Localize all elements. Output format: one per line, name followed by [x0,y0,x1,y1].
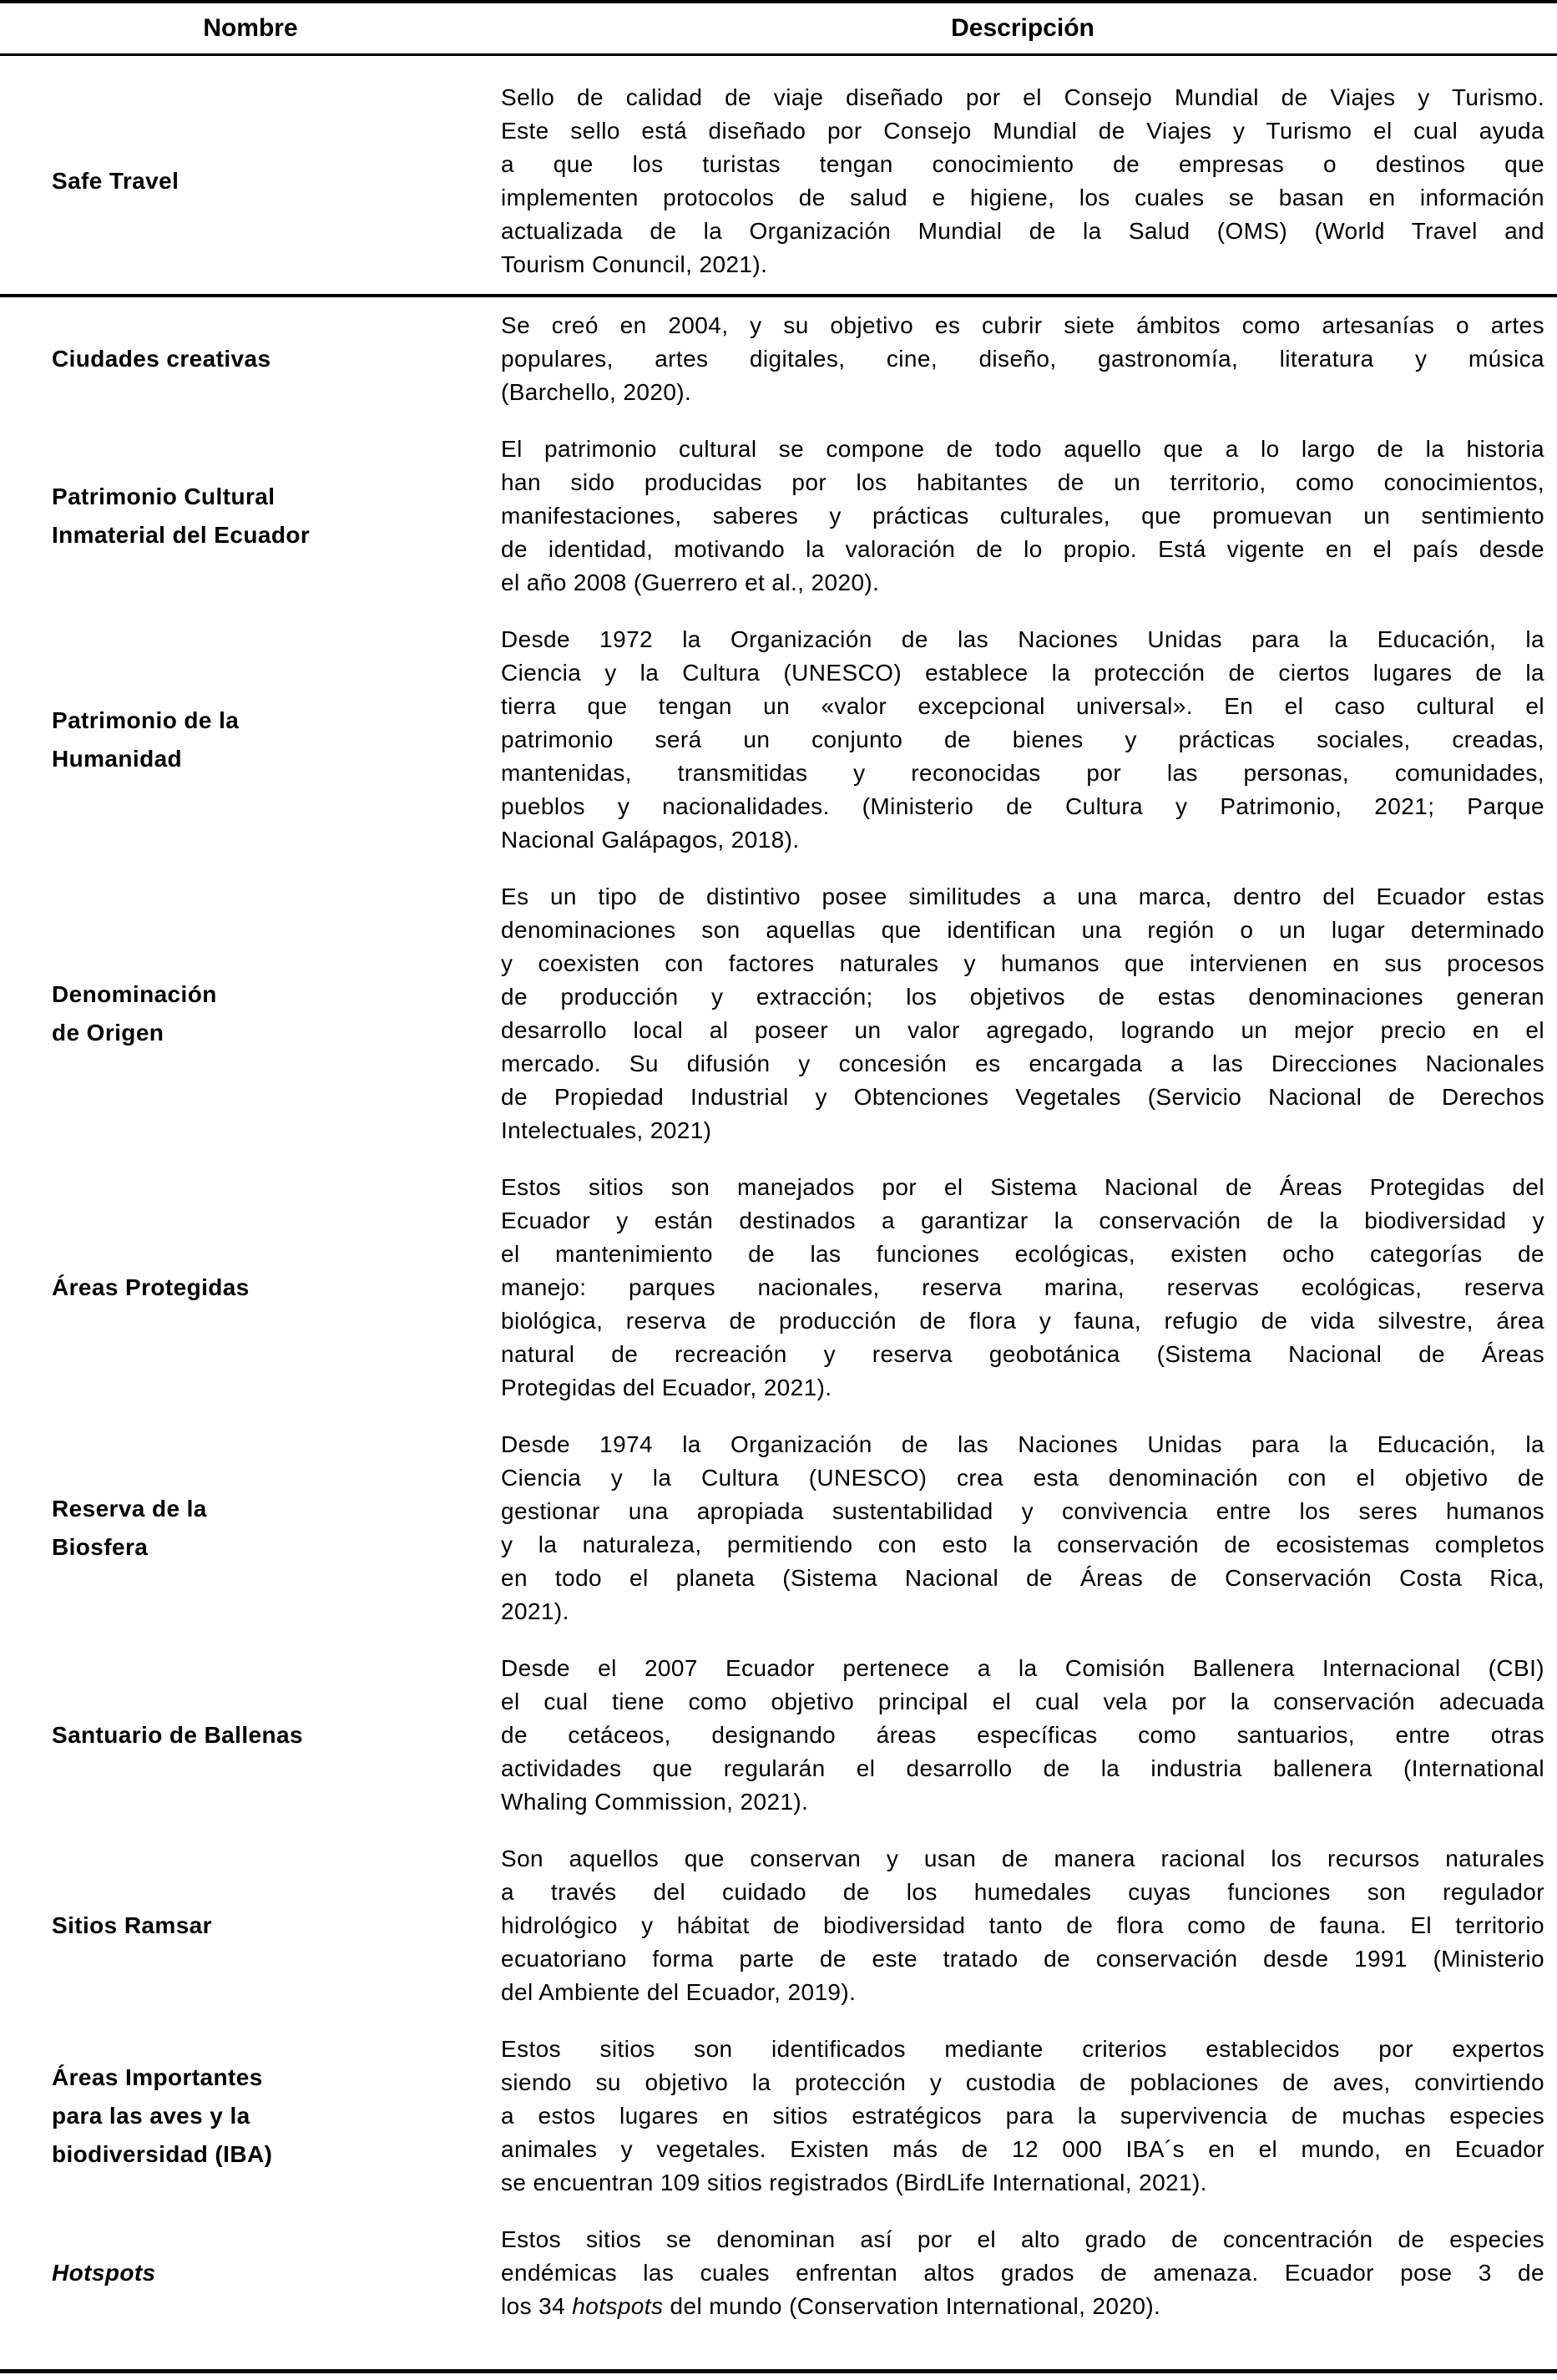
row-name-line: Biosfera [52,1534,149,1560]
desc-line: Desde 1974 la Organización de las Naciones Unidas para la Educación, la [501,1431,1544,1457]
row-name [0,1907,501,1945]
desc-line: Whaling Commission, 2021). [501,1789,809,1815]
desc-line: Protegidas del Ecuador, 2021). [501,1375,832,1400]
desc-line: natural de recreación y reserva geobotánica (Sistema Nacional de Áreas [501,1341,1544,1367]
table-row-sitios-ramsar [0,1831,1557,2021]
desc-line: Desde el 2007 Ecuador pertenece a la Comisión Ballenera Internacional (CBI) [501,1655,1544,1681]
row-name-line: Safe Travel [52,168,179,194]
table-bottom-border [0,2369,1557,2373]
desc-line: Ciencia y la Cultura (UNESCO) establece la protección de ciertos lugares de la [501,660,1544,686]
row-name [0,162,501,200]
desc-line-pre: los 34 [501,2293,573,2319]
desc-line: a estos lugares en sitios estratégicos para la supervivencia de muchas especies [501,2103,1544,2129]
desc-line: Desde 1972 la Organización de las Naciones Unidas para la Educación, la [501,626,1544,652]
desc-line: denominaciones son aquellas que identifican una región o un lugar determinado [501,917,1544,943]
table-row-patrimonio-humanidad [0,611,1557,868]
row-name-line: Reserva de la [52,1496,207,1522]
desc-line: el año 2008 (Guerrero et al., 2020). [501,570,880,595]
row-name-line: Santuario de Ballenas [52,1722,303,1748]
row-description [501,309,1557,409]
desc-line: hidrológico y hábitat de biodiversidad tanto de flora como de fauna. El territorio [501,1912,1544,1938]
desc-line: pueblos y nacionalidades. (Ministerio de Cultura y Patrimonio, 2021; Parque [501,793,1544,819]
row-name-line: Inmaterial del Ecuador [52,522,311,548]
row-name-line: Ciudades creativas [52,346,271,372]
desc-line: Se creó en 2004, y su objetivo es cubrir siete ámbitos como artesanías o artes [501,312,1544,338]
desc-line: en todo el planeta (Sistema Nacional de Áreas de Conservación Costa Rica, [501,1565,1544,1591]
row-name [0,2254,501,2292]
desc-line: y la naturaleza, permitiendo con esto la conservación de ecosistemas completos [501,1532,1544,1557]
desc-line: Estos sitios son identificados mediante criterios establecidos por expertos [501,2036,1544,2062]
column-header-descripcion: Descripción [951,14,1094,42]
desc-line: Ciencia y la Cultura (UNESCO) crea esta denominación con el objetivo de [501,1465,1544,1491]
row-name-line: Humanidad [52,746,183,772]
desc-line: actualizada de la Organización Mundial de la Salud (OMS) (World Travel and [501,218,1544,244]
desc-line: endémicas las cuales enfrentan altos grados de amenaza. Ecuador pose 3 de [501,2260,1544,2286]
desc-line: Ecuador y están destinados a garantizar la conservación de la biodiversidad y [501,1208,1544,1233]
table-row-hotspots [0,2211,1557,2335]
desc-line: a través del cuidado de los humedales cuyas funciones son regulador [501,1879,1544,1905]
row-name-line: Patrimonio Cultural [52,484,276,509]
row-name [0,1268,501,1307]
row-name-line: Áreas Importantes [52,2064,263,2090]
desc-line: de identidad, motivando la valoración de lo propio. Está vigente en el país desde [501,536,1544,562]
row-name-line: Hotspots [52,2260,156,2286]
row-name-line: Denominación [52,981,217,1007]
table-row-areas-importantes-iba [0,2021,1557,2211]
desc-line [501,2290,1544,2323]
row-name [0,1490,501,1567]
desc-line: implementen protocolos de salud e higiene, los cuales se basan en información [501,185,1544,210]
column-header-nombre: Nombre [203,14,298,42]
desc-line-post: del mundo (Conservation International, 2020). [663,2293,1161,2319]
desc-line: a que los turistas tengan conocimiento de empresas o destinos que [501,151,1544,177]
desc-line: Este sello está diseñado por Consejo Mundial de Viajes y Turismo el cual ayuda [501,118,1544,144]
desc-line: (Barchello, 2020). [501,379,692,405]
desc-line: El patrimonio cultural se compone de todo aquello que a lo largo de la historia [501,436,1544,462]
row-name-line: para las aves y la [52,2103,250,2129]
desc-line: Sello de calidad de viaje diseñado por el Consejo Mundial de Viajes y Turismo. [501,84,1544,110]
row-description [501,81,1557,281]
desc-line: Nacional Galápagos, 2018). [501,827,800,853]
desc-line: se encuentran 109 sitios registrados (BirdLife International, 2021). [501,2170,1207,2195]
table-row-safe-travel [0,56,1557,294]
row-name-line: Áreas Protegidas [52,1274,250,1300]
row-name [0,340,501,378]
desc-line: biológica, reserva de producción de flora y fauna, refugio de vida silvestre, área [501,1308,1544,1334]
desc-line: el cual tiene como objetivo principal el cual vela por la conservación adecuada [501,1689,1544,1714]
row-name [0,1716,501,1755]
row-description [501,2223,1557,2323]
desc-line: Son aquellos que conservan y usan de manera racional los recursos naturales [501,1846,1544,1871]
row-description [501,2033,1557,2200]
row-name-line: Patrimonio de la [52,707,240,733]
row-description [501,1842,1557,2009]
row-name [0,701,501,778]
desc-line: el mantenimiento de las funciones ecológicas, existen ocho categorías de [501,1241,1544,1267]
row-name-line: de Origen [52,1020,164,1046]
desc-line: gestionar una apropiada sustentabilidad y convivencia entre los seres humanos [501,1498,1544,1524]
desc-line: Intelectuales, 2021) [501,1117,712,1143]
desc-line: animales y vegetales. Existen más de 12 000 IBA´s en el mundo, en Ecuador [501,2136,1544,2162]
desc-line: Tourism Conuncil, 2021). [501,251,768,277]
desc-line: de producción y extracción; los objetivos de estas denominaciones generan [501,984,1544,1010]
table-row-ciudades-creativas [0,297,1557,421]
desc-line: de Propiedad Industrial y Obtenciones Vegetales (Servicio Nacional de Derechos [501,1084,1544,1110]
row-description [501,880,1557,1147]
desc-line: mercado. Su difusión y concesión es encargada a las Direcciones Nacionales [501,1051,1544,1076]
row-description [501,1652,1557,1819]
desc-line: siendo su objetivo la protección y custodia de poblaciones de aves, convirtiendo [501,2069,1544,2095]
desc-line: populares, artes digitales, cine, diseño, gastronomía, literatura y música [501,346,1544,372]
row-name [0,2058,501,2174]
desc-line: ecuatoriano forma parte de este tratado de conservación desde 1991 (Ministerio [501,1946,1544,1972]
row-name-line: Sitios Ramsar [52,1912,212,1938]
desc-line: del Ambiente del Ecuador, 2019). [501,1979,857,2005]
desc-line: patrimonio será un conjunto de bienes y prácticas sociales, creadas, [501,727,1544,752]
desc-line: manejo: parques nacionales, reserva marina, reservas ecológicas, reserva [501,1274,1544,1300]
row-description [501,1428,1557,1628]
row-description [501,623,1557,857]
desc-line: Estos sitios son manejados por el Sistema Nacional de Áreas Protegidas del [501,1174,1544,1200]
hotspots-italic-term: hotspots [572,2293,664,2319]
table-row-areas-protegidas [0,1159,1557,1416]
table-row-reserva-biosfera [0,1416,1557,1640]
desc-line: Estos sitios se denominan así por el alto grado de concentración de especies [501,2226,1544,2252]
table-row-santuario-ballenas [0,1640,1557,1831]
desc-line: desarrollo local al poseer un valor agregado, logrando un mejor precio en el [501,1017,1544,1043]
row-description [501,1171,1557,1405]
desc-line: 2021). [501,1598,569,1624]
desc-line: actividades que regularán el desarrollo de la industria ballenera (International [501,1755,1544,1781]
row-name [0,975,501,1052]
desc-line: han sido producidas por los habitantes de un territorio, como conocimientos, [501,469,1544,495]
table-header-row [0,3,1557,53]
row-description [501,433,1557,600]
desc-line: de cetáceos, designando áreas específicas como santuarios, entre otras [501,1722,1544,1748]
desc-line: y coexisten con factores naturales y humanos que intervienen en sus procesos [501,950,1544,976]
desc-line: tierra que tengan un «valor excepcional universal». En el caso cultural el [501,693,1544,719]
table-row-denominacion-origen [0,868,1557,1159]
desc-line: manifestaciones, saberes y prácticas culturales, que promuevan un sentimiento [501,503,1544,529]
table-row-patrimonio-cultural-inmaterial [0,421,1557,611]
desc-line: Es un tipo de distintivo posee similitudes a una marca, dentro del Ecuador estas [501,884,1544,909]
desc-line: mantenidas, transmitidas y reconocidas por las personas, comunidades, [501,760,1544,786]
row-name-line: biodiversidad (IBA) [52,2141,273,2167]
row-name [0,478,501,554]
